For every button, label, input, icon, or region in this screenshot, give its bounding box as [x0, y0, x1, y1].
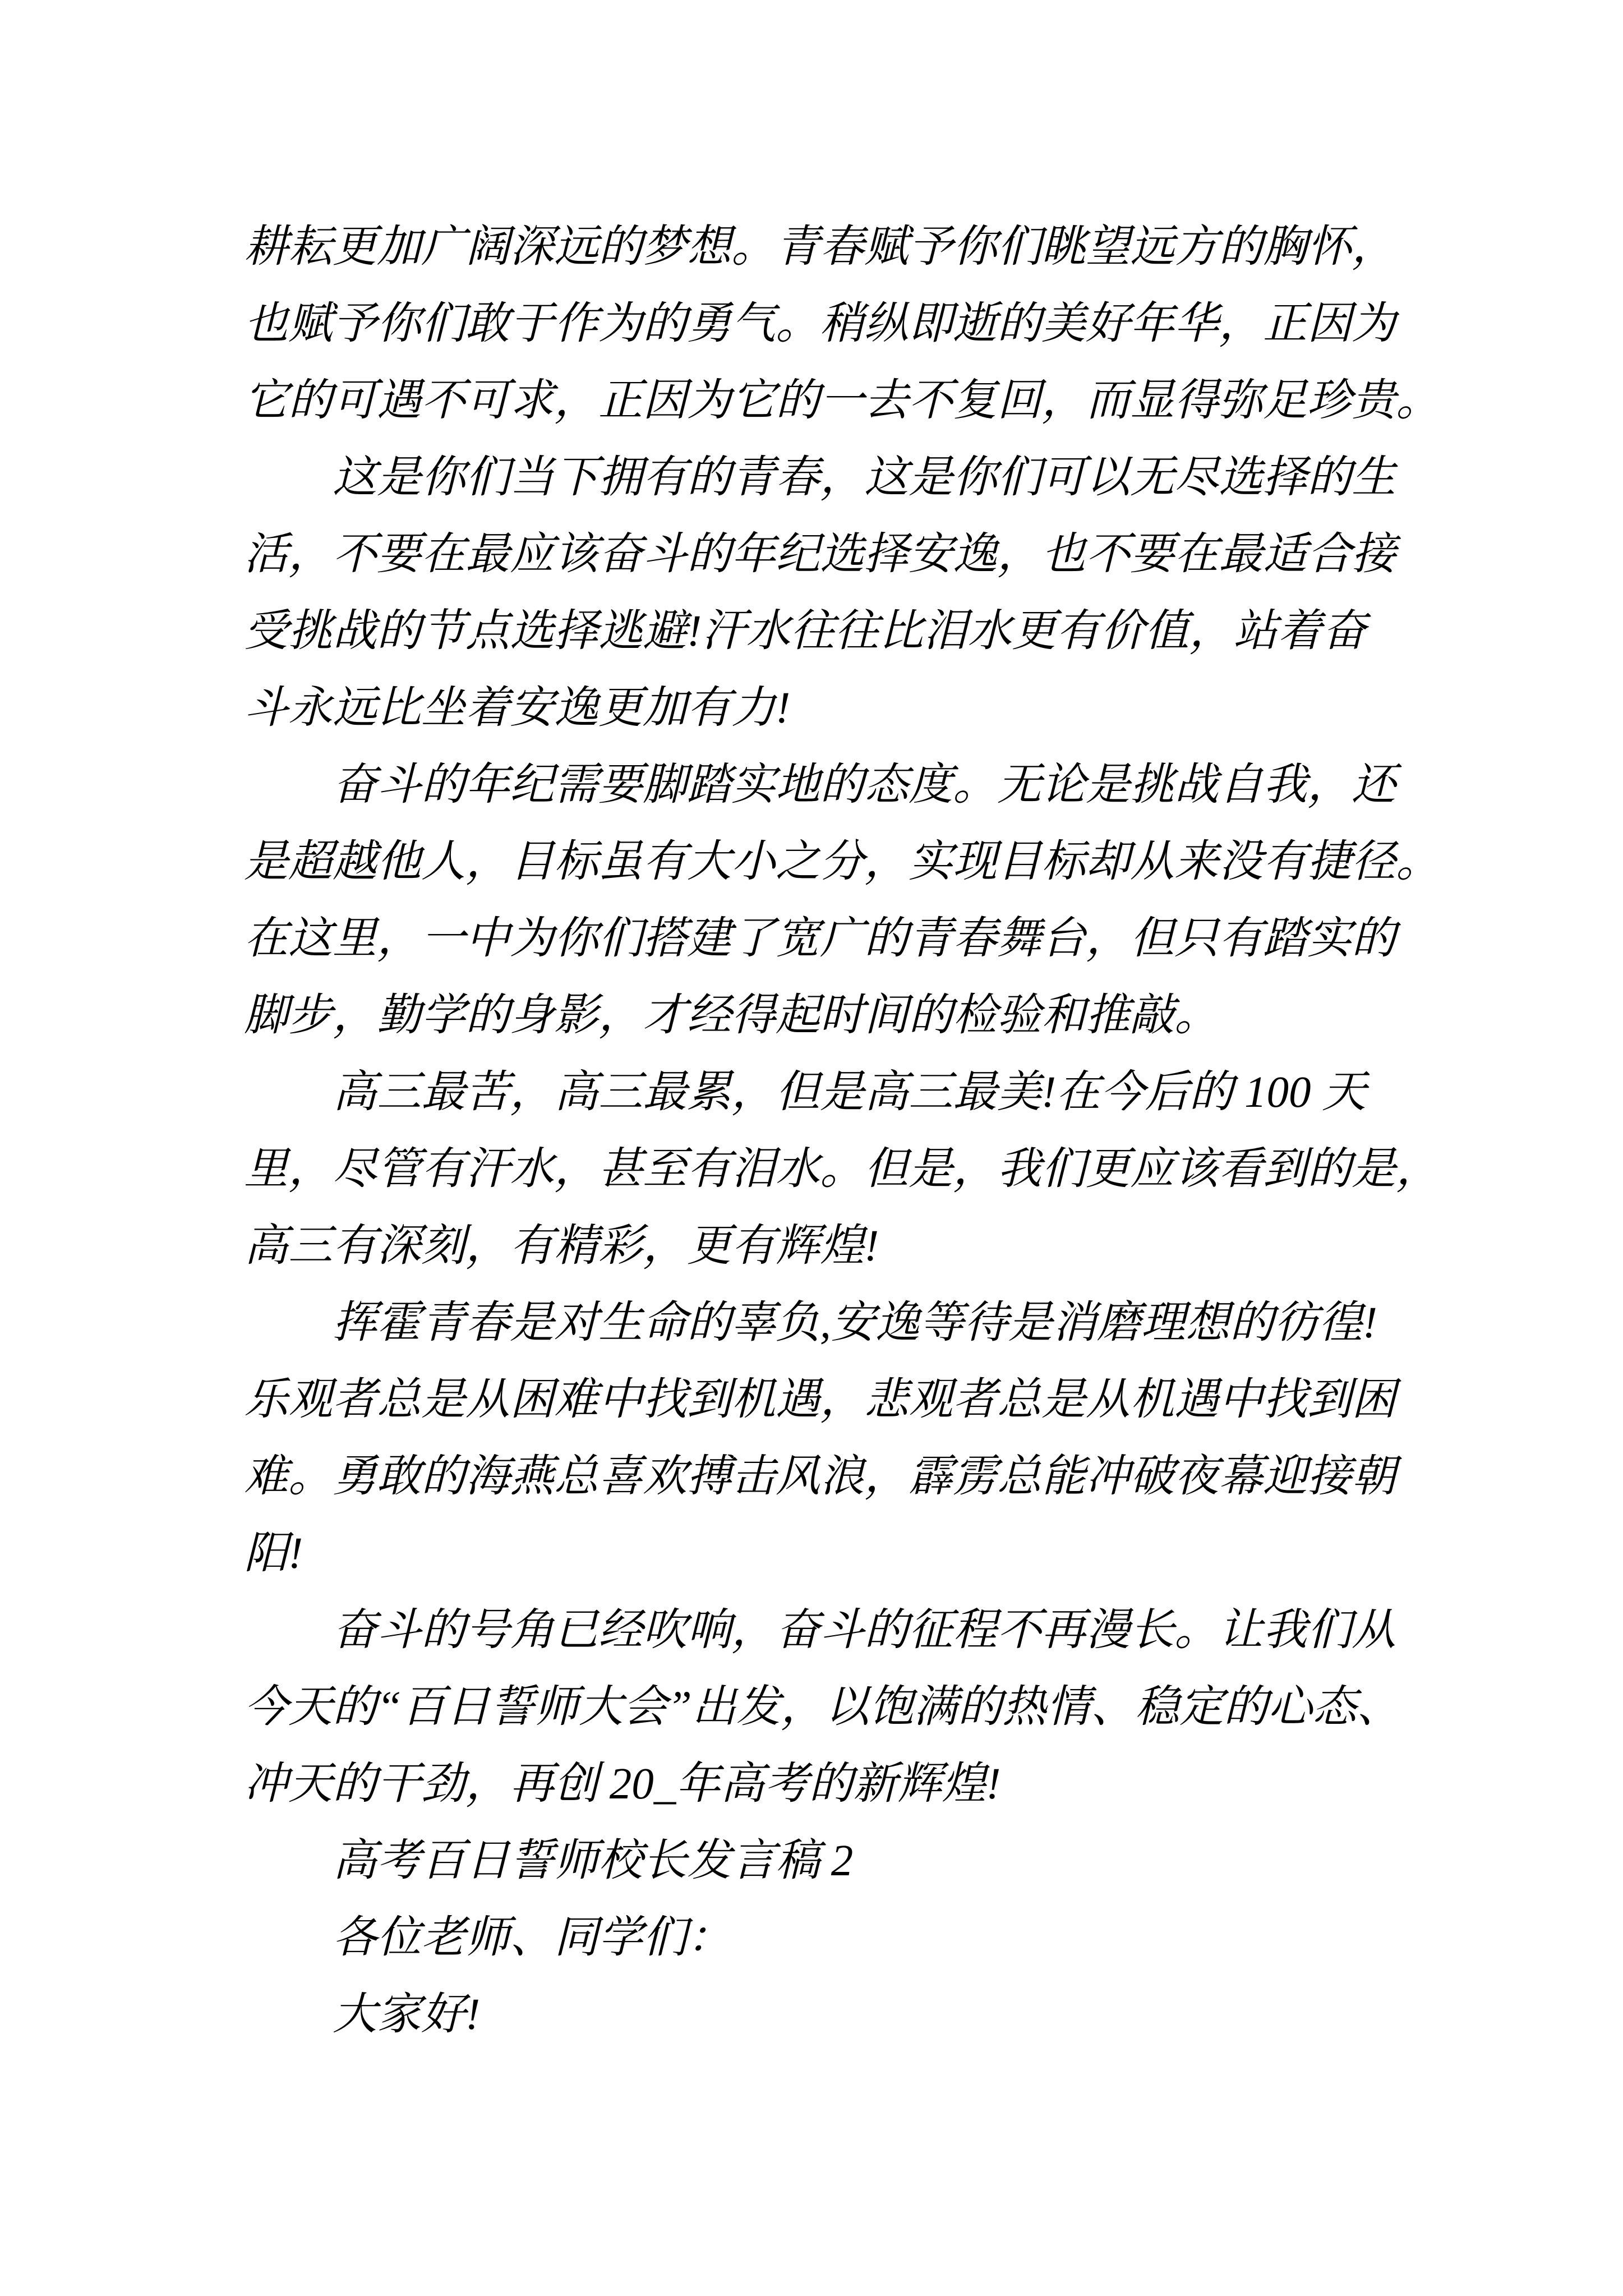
text-line: 高三最苦，高三最累，但是高三最美!在今后的 100 天: [333, 1068, 1367, 1117]
text-line: 在这里，一中为你们搭建了宽广的青春舞台，但只有踏实的: [244, 914, 1396, 963]
text-line: 冲天的干劲，再创 20_年高考的新辉煌!: [244, 1760, 1001, 1809]
text-line: 斗永远比坐着安逸更加有力!: [244, 684, 791, 733]
document-text-block: [244, 209, 1440, 2053]
text-line: 它的可遇不可求，正因为它的一去不复回，而显得弥足珍贵。: [244, 376, 1440, 425]
text-line: 也赋予你们敢于作为的勇气。稍纵即逝的美好年华，正因为: [244, 300, 1396, 348]
text-line: 受挑战的节点选择逃避!汗水往往比泪水更有价值，站着奋: [244, 607, 1367, 656]
text-line: 这是你们当下拥有的青春，这是你们可以无尽选择的生: [333, 453, 1396, 502]
text-line: 奋斗的号角已经吹响，奋斗的征程不再漫长。让我们从: [333, 1606, 1396, 1655]
text-line: 大家好!: [333, 1990, 481, 2039]
text-line: 阳!: [244, 1529, 303, 1578]
text-line: 脚步，勤学的身影，才经得起时间的检验和推敲。: [244, 991, 1219, 1040]
text-line: 今天的“百日誓师大会”出发，以饱满的热情、稳定的心态、: [244, 1683, 1401, 1732]
text-line: 奋斗的年纪需要脚踏实地的态度。无论是挑战自我，还: [333, 761, 1396, 809]
text-line: 耕耘更加广阔深远的梦想。青春赋予你们眺望远方的胸怀，: [244, 223, 1396, 272]
text-line: 高三有深刻，有精彩，更有辉煌!: [244, 1222, 879, 1271]
text-line: 活，不要在最应该奋斗的年纪选择安逸，也不要在最适合接: [244, 530, 1396, 579]
text-line: 是超越他人，目标虽有大小之分，实现目标却从来没有捷径。: [244, 838, 1440, 886]
section-title: 高考百日誓师校长发言稿 2: [333, 1837, 854, 1885]
text-line: 乐观者总是从困难中找到机遇，悲观者总是从机遇中找到困: [244, 1375, 1396, 1424]
text-line: 各位老师、同学们：: [333, 1913, 731, 1962]
text-line: 难。勇敢的海燕总喜欢搏击风浪，霹雳总能冲破夜幕迎接朝: [244, 1452, 1396, 1501]
text-line: 挥霍青春是对生命的辜负,安逸等待是消磨理想的彷徨!: [333, 1299, 1378, 1347]
text-line: 里，尽管有汗水，甚至有泪水。但是，我们更应该看到的是，: [244, 1145, 1440, 1194]
